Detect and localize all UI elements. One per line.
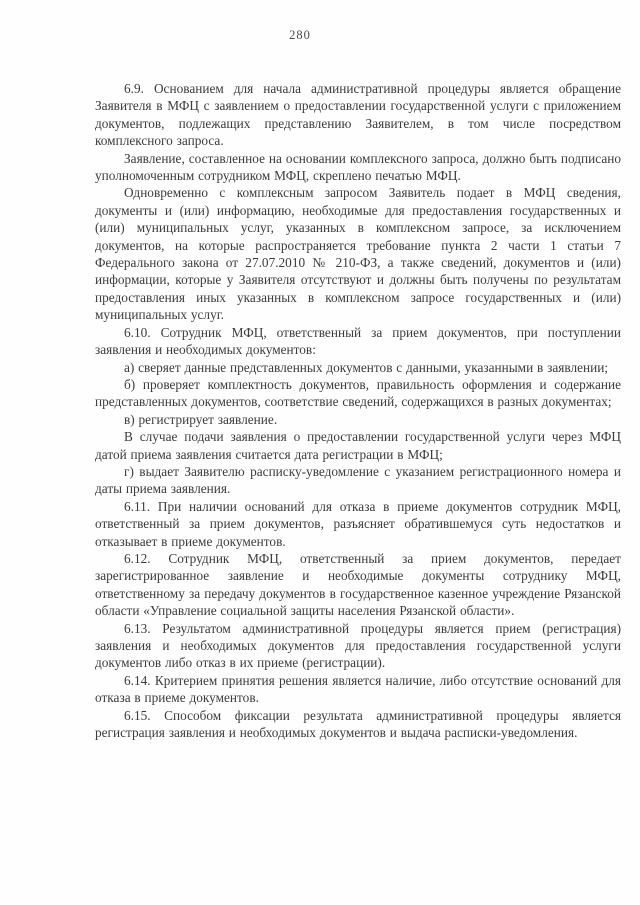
- paragraph: В случае подачи заявления о предоставлении государственной услуги через МФЦ датой приема заявления считается дата регистрации в МФЦ;: [95, 429, 621, 462]
- paragraph: Заявление, составленное на основании комплексного запроса, должно быть подписано уполномоченным сотрудником МФЦ, скреплено печатью МФЦ.: [95, 150, 621, 184]
- page-number: 280: [289, 28, 311, 42]
- paragraph: 6.9. Основанием для начала административной процедуры является обращение Заявителя в МФЦ с заявлением о предоставлении государственной услуги с приложением документов, подлежащих представлению Заявителем, в том числе посредством комплексного запроса.: [95, 81, 621, 149]
- paragraph: в) регистрирует заявление.: [124, 411, 278, 427]
- paragraph: 6.13. Результатом административной процедуры является прием (регистрация) заявления и необходимых документов для предоставления государственной услуги документов либо отказ в их приеме (регистрации).: [95, 620, 621, 671]
- paragraph: 6.12. Сотрудник МФЦ, ответственный за прием документов, передает зарегистрированное заявление и необходимые документы сотруднику МФЦ, ответственному за передачу документов в государственное казенное учреждение Рязанской области «Управление социальной защиты населения Рязанской области».: [95, 550, 621, 619]
- paragraph: 6.11. При наличии оснований для отказа в приеме документов сотрудник МФЦ, ответственный за прием документов, разъясняет обратившемуся суть недостатков и отказывает в приеме документов.: [95, 498, 621, 549]
- paragraph: г) выдает Заявителю расписку-уведомление с указанием регистрационного номера и даты приема заявления.: [95, 463, 621, 497]
- paragraph: а) сверяет данные представленных документов с данными, указанными в заявлении;: [124, 359, 609, 375]
- paragraph: 6.14. Критерием принятия решения является наличие, либо отсутствие оснований для отказа в приеме документов.: [95, 672, 621, 706]
- paragraph: 6.10. Сотрудник МФЦ, ответственный за прием документов, при поступлении заявления и необходимых документов:: [95, 324, 621, 358]
- paragraph: 6.15. Способом фиксации результата административной процедуры является регистрация заявления и необходимых документов и выдача расписки-уведомления.: [95, 707, 621, 741]
- paragraph: Одновременно с комплексным запросом Заявитель подает в МФЦ сведения, документы и (или) информацию, необходимые для предоставления государственных и (или) муниципальных услуг, указанных в комплексном запросе, за исключением документов, на которые распространяется требование пункта 2 части 1 статьи 7 Федерального закона от 27.07.2010 № 210-ФЗ, а также сведений, документов и (или) информации, которые у Заявителя отсутствуют и должны быть получены по результатам предоставления иных указанных в комплексном запросе государственных и (или) муниципальных услуг.: [95, 185, 621, 323]
- paragraph: б) проверяет комплектность документов, правильность оформления и содержание представленных документов, соответствие сведений, содержащихся в разных документах;: [95, 376, 621, 410]
- document-text-block: [95, 80, 621, 741]
